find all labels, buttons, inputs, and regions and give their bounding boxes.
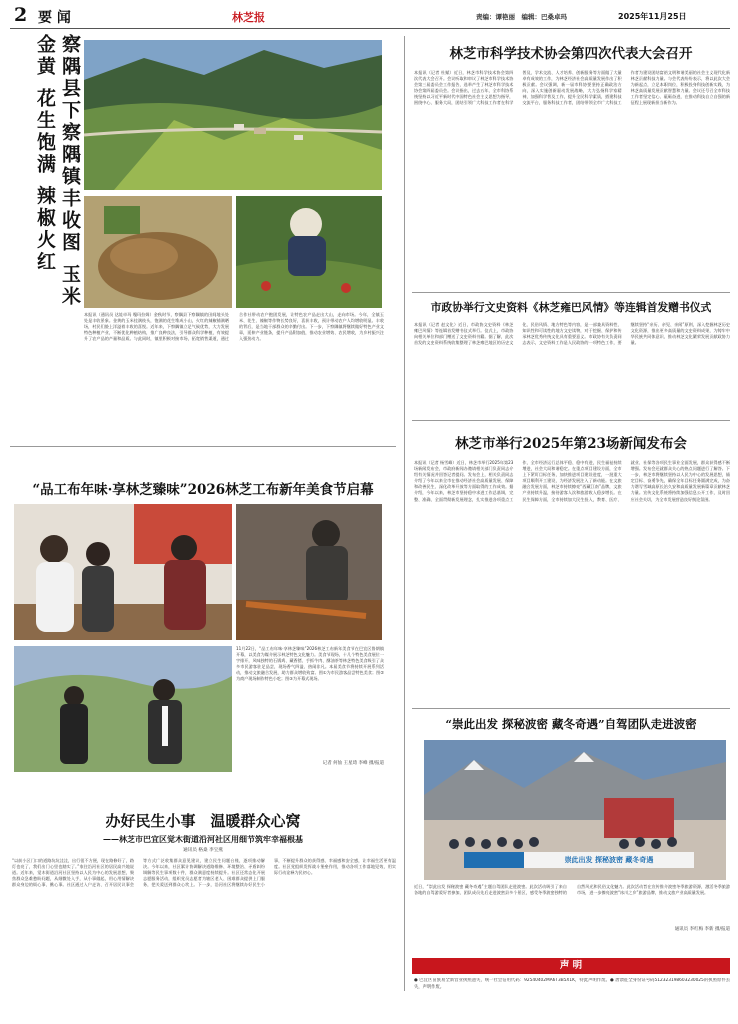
story2-credit: 记者 何仙 王星琦 李峰 摄/报道	[322, 761, 384, 766]
story7-credit: 通讯员 李红梅 李新 摄/报道	[674, 927, 730, 932]
story3-byline: 通讯员 格桑 李宝燕	[183, 848, 223, 853]
notice-title: 声 明	[559, 960, 583, 971]
photo-opening-ceremony	[14, 646, 232, 772]
editor-credits: 责编：谭艳丽 编辑：巴桑卓玛	[476, 13, 567, 21]
masthead	[0, 0, 738, 30]
story5-rule	[412, 420, 730, 421]
column-divider	[404, 36, 405, 991]
story4-body: 本报讯（记者 杜赋）近日，林芝市科学技术协会第四次代表大会召开。会议听取和审议了林芝市科学技术协会第三届委员会工作报告，选举产生了林芝市科学技术协会第四届委员会。会议指出，过去五年，全市科协系统坚持以习近平新时代中国特色社会主义思想为指导，围绕中心、服务大局，团结引领广大科技工作者在科学普及、学术交流、人才培养、创新服务等方面做了大量卓有成效的工作，为林芝经济社会高质量发展作出了积极贡献。会议强调，新一届市科协要坚持正确政治方向，深入实施创新驱动发展战略，大力弘扬科学家精神，加强科学普及工作，提升全民科学素质，搭建科技交流平台，服务科技工作者，团结带领全市广大科技工作者为建设团结富裕文明和谐美丽的社会主义现代化新林芝贡献科技力量。与会代表纷纷表示，将以此次大会为新起点，立足本职岗位，积极投身科技创新实践，为林芝高质量发展贡献智慧和力量。会议还号召全市科技工作者坚定信心、砥砺奋进，在推动科技自立自强的新征程上展现新担当新作为。	[414, 70, 730, 106]
story5-headline: 市政协举行文史资料《林芝雍巴风情》等连辑首发赠书仪式	[430, 301, 712, 314]
road-trip-banner: 崇此出发 探秘波密 藏冬奇遇	[564, 855, 654, 864]
photo-farmer	[236, 196, 382, 308]
story3-body: “以前小区门口的道路坑坑洼洼，出行很不方便，现在路修好了，路灯也亮了，我们出门心里也踏实了。”家住沿河社区的居民高兴地说道。近年来，觉木街道沿河社区坚持以人民为中心的发展思想，聚焦群众急难愁盼问题，从细微处入手，从小事做起，用心用情解决群众身边的烦心事、揪心事。社区通过入户走访、召开居民议事会等方式广泛收集群众意见建议，建立民生问题台账，逐项推动解决。今年以来，社区累计协调解决道路维修、环境整治、矛盾纠纷调解等民生事项数十件，群众满意度持续提升。社区还常态化开展志愿服务活动，组织党员志愿者为辖区老人、困难群众提供上门服务，把关爱送到群众心坎上。下一步，沿河社区将继续办好民生小事，不断提升群众的获得感、幸福感和安全感，让幸福生活更有温度。社区党组织发挥战斗堡垒作用，推动各项工作落地见效，用实际行动诠释为民初心。	[12, 858, 396, 888]
story6-headline: 林芝市举行2025年第23场新闻发布会	[455, 436, 687, 452]
story2-top-rule	[10, 446, 396, 447]
story2-caption-box	[236, 646, 384, 772]
story7-body: 近日，“崇此出发 探秘波密 藏冬奇遇”主题自驾团队走进波密。此次活动吸引了来自各地的自驾游爱好者参加，团队成员先后走进波密县多个景区，感受冬季波密独特的自然风光和民俗文化魅力。此次活动旨在宣传推介波密冬季旅游资源，激活冬季旅游市场，进一步擦亮波密“冰川之乡”旅游品牌，推动文旅产业高质量发展。	[414, 884, 730, 896]
notice-banner	[412, 958, 730, 974]
story1-body: 本报讯（通讯员 达娃卓玛 嘎玛拉姆）金秋时节，察隅县下察隅镇的田间地头处处是丰收景象。金黄的玉米挂满枝头，饱满的花生堆成小山，火红的辣椒铺满晒场，村民们脸上洋溢着丰收的喜悦。近年来，下察隅镇立足气候优势，大力发展特色种植产业，不断优化种植结构，推广良种良法，引导群众科学种植，有效提升了农产品的产量和品质。与此同时，镇里积极对接市场，拓宽销售渠道，通过合作社带动农户抱团发展，让特色农产品走出大山，走向市场。今年，全镇玉米、花生、辣椒等作物长势良好，喜获丰收，预计带动农户人均增收明显。丰收的背后，是当地干部群众的辛勤付出。下一步，下察隅镇将继续做好特色产业文章，延伸产业链条，提升产品附加值，推动农业增效、农民增收，为乡村振兴注入强劲动力。	[84, 312, 384, 342]
story4-headline: 林芝市科学技术协会第四次代表大会召开	[449, 46, 693, 62]
paper-name: 林芝报	[232, 11, 265, 24]
photo-valley-fields	[84, 40, 382, 190]
story2-body: 11月22日，“品工布年味·享林芝臻味”2026林芝工布新年美食节在巴宜区鲁朗镇开幕，以美食为媒介展示林芝特色文化魅力。美食节现场，十几个特色美食展位一字排开，风味独特的石锅鸡、藏香猪、手抓牛肉、酥油茶等林芝特色美食吸引了众多市民游客驻足品尝，现场香气四溢、热闹非凡。本届美食节将持续开展系列活动，推动文旅融合发展，助力群众增收致富。图①为市民游客品尝特色美食；图②为商户现场制作特色小吃；图③为开幕式现场。	[236, 646, 384, 682]
story7-headline: “崇此出发 探秘波密 藏冬奇遇”自驾团队走进波密	[445, 717, 697, 731]
section-title: 要 闻	[38, 10, 71, 26]
photo-peanuts	[84, 196, 232, 308]
story6-rule	[412, 708, 730, 709]
photo-road-trip-group	[424, 740, 726, 880]
photo-grilling	[236, 504, 382, 640]
story5-body: 本报讯（记者 赵文化）近日，市政协文史资料《林芝雍巴风情》等连辑首发赠书仪式举行。仪式上，市政协向相关单位和部门赠送了文史资料书籍。据了解，此次首发的文史资料系统收集整理了林芝雍巴地区的历史文化、民俗风情、地方特色等内容，是一部兼具资料性、知识性和可读性的地方文史读物，对于挖掘、保护和传承林芝优秀传统文化具有重要意义。市政协有关负责同志表示，文史资料工作是人民政协的一项特色工作，要继续坚持“亲历、亲见、亲闻”原则，深入挖掘林芝历史文化资源，推出更多高质量的文史资料成果，为铸牢中华民族共同体意识、推动林芝文化繁荣发展贡献政协力量。	[414, 322, 730, 346]
story6-body: 本报讯（记者 杨雪峰）近日，林芝市举行2025年第23场新闻发布会，市政府新闻办邀请相关部门负责同志介绍有关情况并回答记者提问。发布会上，相关负责同志介绍了今年以来全市在推动经济社会高质量发展、保障和改善民生、深化改革开放等方面取得的工作成效。据介绍，今年以来，林芝市坚持稳中求进工作总基调，完整、准确、全面贯彻新发展理念，扎实推进各项重点工作，全市经济运行总体平稳、稳中有进，民生福祉持续增进，社会大局和谐稳定。在重点项目建设方面，全市上下紧盯目标任务，加快推进项目建设进度，一批重大项目顺利开工建设，为经济发展注入了新动能。在文旅融合发展方面，林芝市持续擦亮“西藏江南”品牌，文旅产业持续升温，接待游客人次和旅游收入稳步增长。在民生保障方面，全市持续加大民生投入，教育、医疗、就业、社保等各项民生事业全面发展，群众获得感不断增强。发布会还就群众关心的热点问题进行了解答。下一步，林芝市将继续坚持以人民为中心的发展思想，锚定目标、奋勇争先，确保全年目标任务圆满完成，为奋力谱写雪域高原长治久安和高质量发展新篇章贡献林芝力量。宣传文化系统将持续加强信息公开工作，及时回应社会关切，为全市发展营造良好舆论氛围。	[414, 460, 730, 502]
notice-body: ● 巴宜区苗族易全新营业执照遗失，统一社会信用代码：92540402MA6T3B5X1K，特此声明作废。● 唐馈征全身份证号码512323198603230025的执照原件丢失，声明作废。	[414, 978, 730, 990]
masthead-rule	[10, 28, 730, 29]
story4-rule	[412, 292, 730, 293]
page-number: 2	[14, 4, 28, 26]
issue-date: 2025年11月25日	[618, 12, 687, 21]
photo-food-tasting	[14, 504, 232, 640]
story1-headline: 察隅县下察隅镇丰收图 玉米金黄 花生饱满 辣椒火红	[34, 34, 81, 308]
story3-headline: 办好民生小事 温暖群众心窝	[105, 812, 301, 830]
story2-headline: “品工布年味·享林芝臻味”2026林芝工布新年美食节启幕	[32, 482, 374, 498]
story3-subheadline: ——林芝市巴宜区觉木街道沿河社区用细节筑牢幸福根基	[103, 834, 303, 844]
